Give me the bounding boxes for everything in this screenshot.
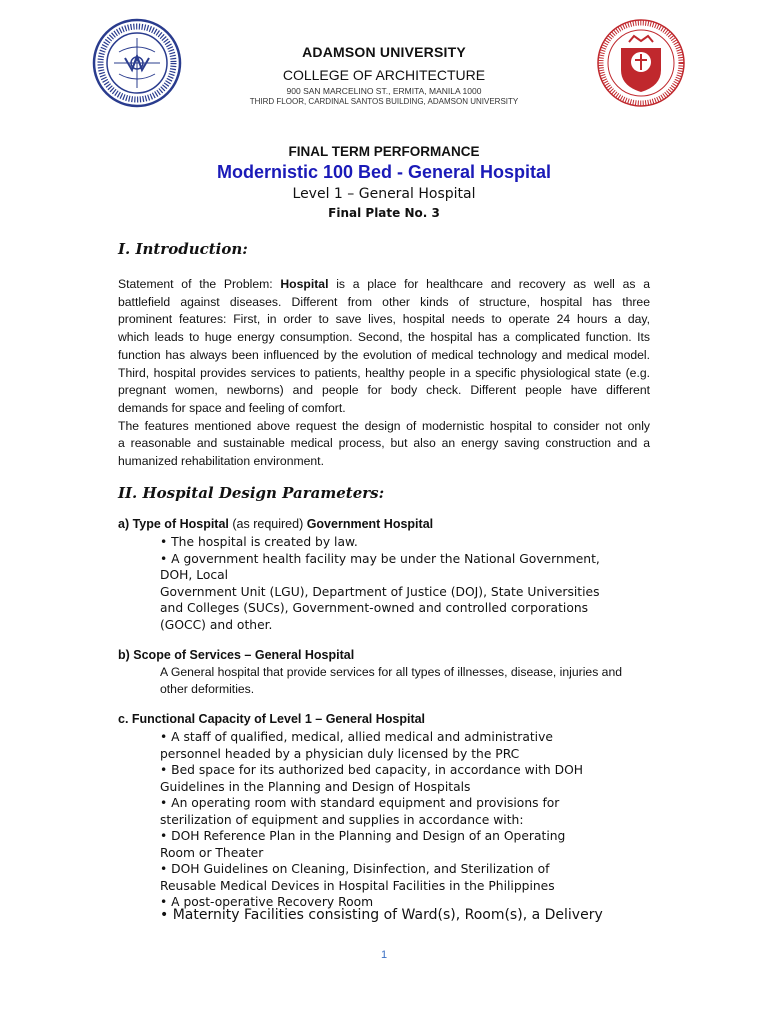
type-of-hospital-title: a) Type of Hospital xyxy=(118,517,229,531)
list-item: Government Unit (LGU), Department of Justice (DOJ), State Universities xyxy=(160,584,600,599)
list-item: • The hospital is created by law. xyxy=(160,535,358,549)
intro-line: battlefield against diseases. Different from other kinds of structure, hospital has three xyxy=(118,294,650,309)
intro-line: Statement of the Problem: Hospital is a place for healthcare and recovery as well as a xyxy=(118,277,650,291)
list-item: • DOH Reference Plan in the Planning and Design of an Operating xyxy=(160,829,566,843)
list-item: Guidelines in the Planning and Design of Hospitals xyxy=(160,779,471,794)
type-of-hospital-label xyxy=(118,517,658,531)
maternity-facilities-item: • Maternity Facilities consisting of Ward(s), Room(s), a Delivery xyxy=(160,907,603,923)
plate-number: Final Plate No. 3 xyxy=(328,206,440,220)
list-item: DOH, Local xyxy=(160,568,229,582)
intro-line: pregnant women, newborns) and people for body check. Different people have different xyxy=(118,383,650,398)
list-item: and Colleges (SUCs), Government-owned and controlled corporations xyxy=(160,601,589,615)
introduction-heading: I. Introduction: xyxy=(118,240,248,258)
intro-line: demands for space and feeling of comfort. xyxy=(118,400,346,415)
intro-line: The features mentioned above request the design of modernistic hospital to consider not only xyxy=(118,418,650,433)
intro-line: a reasonable and sustainable medical process, but also an energy saving construction and a xyxy=(118,436,650,451)
document-title: Modernistic 100 Bed - General Hospital xyxy=(216,162,552,182)
design-parameters-heading: II. Hospital Design Parameters: xyxy=(118,484,385,502)
list-item: other deformities. xyxy=(160,682,255,696)
final-term-heading: FINAL TERM PERFORMANCE xyxy=(288,144,480,159)
list-item: • A staff of qualified, medical, allied medical and administrative xyxy=(160,730,553,744)
functional-capacity-label: c. Functional Capacity of Level 1 – General Hospital xyxy=(118,712,426,726)
intro-line: prominent features: First, in order to save lives, hospital needs to operate 24 hours a day, xyxy=(118,312,650,327)
university-name: ADAMSON UNIVERSITY xyxy=(302,44,466,60)
intro-line: humanized rehabilitation environment. xyxy=(118,454,324,469)
list-item: • A post-operative Recovery Room xyxy=(160,895,374,909)
list-item: sterilization of equipment and supplies in accordance with: xyxy=(160,812,524,827)
functional-capacity-list xyxy=(160,729,583,911)
list-item: Reusable Medical Devices in Hospital Facilities in the Philippines xyxy=(160,878,555,893)
university-address: 900 SAN MARCELINO ST., ERMITA, MANILA 1000 xyxy=(286,86,482,96)
scope-of-services-text xyxy=(160,664,654,698)
college-name: COLLEGE OF ARCHITECTURE xyxy=(282,67,486,83)
list-item: • An operating room with standard equipment and provisions for xyxy=(160,796,560,810)
page-number: 1 xyxy=(380,949,388,961)
introduction-paragraph xyxy=(118,276,650,471)
list-item: Room or Theater xyxy=(160,845,264,860)
list-item: • DOH Guidelines on Cleaning, Disinfection, and Sterilization of xyxy=(160,862,550,876)
list-item: A General hospital that provide services for all types of illnesses, disease, injuries and xyxy=(160,665,623,679)
list-item: (GOCC) and other. xyxy=(160,617,273,632)
intro-line: which leads to huge energy consumption. Second, the hospital has a complicated function. Its xyxy=(118,330,650,345)
intro-line: Third, hospital provides services to patients, healthy people in a specific physiological state (e.g. xyxy=(118,365,650,380)
list-item: personnel headed by a physician duly licensed by the PRC xyxy=(160,746,520,761)
scope-of-services-label: b) Scope of Services – General Hospital xyxy=(118,648,355,662)
intro-line: function has always been influenced by the evolution of medical technology and medical model. xyxy=(118,347,650,362)
as-required-note: (as required) xyxy=(228,517,307,531)
type-of-hospital-list xyxy=(160,534,600,633)
list-item: • Bed space for its authorized bed capacity, in accordance with DOH xyxy=(160,763,584,777)
list-item: • A government health facility may be under the National Government, xyxy=(160,551,600,566)
building-address: THIRD FLOOR, CARDINAL SANTOS BUILDING, ADAMSON UNIVERSITY xyxy=(249,97,519,106)
level-subtitle: Level 1 – General Hospital xyxy=(292,186,476,202)
government-hospital-value: Government Hospital xyxy=(306,517,434,531)
